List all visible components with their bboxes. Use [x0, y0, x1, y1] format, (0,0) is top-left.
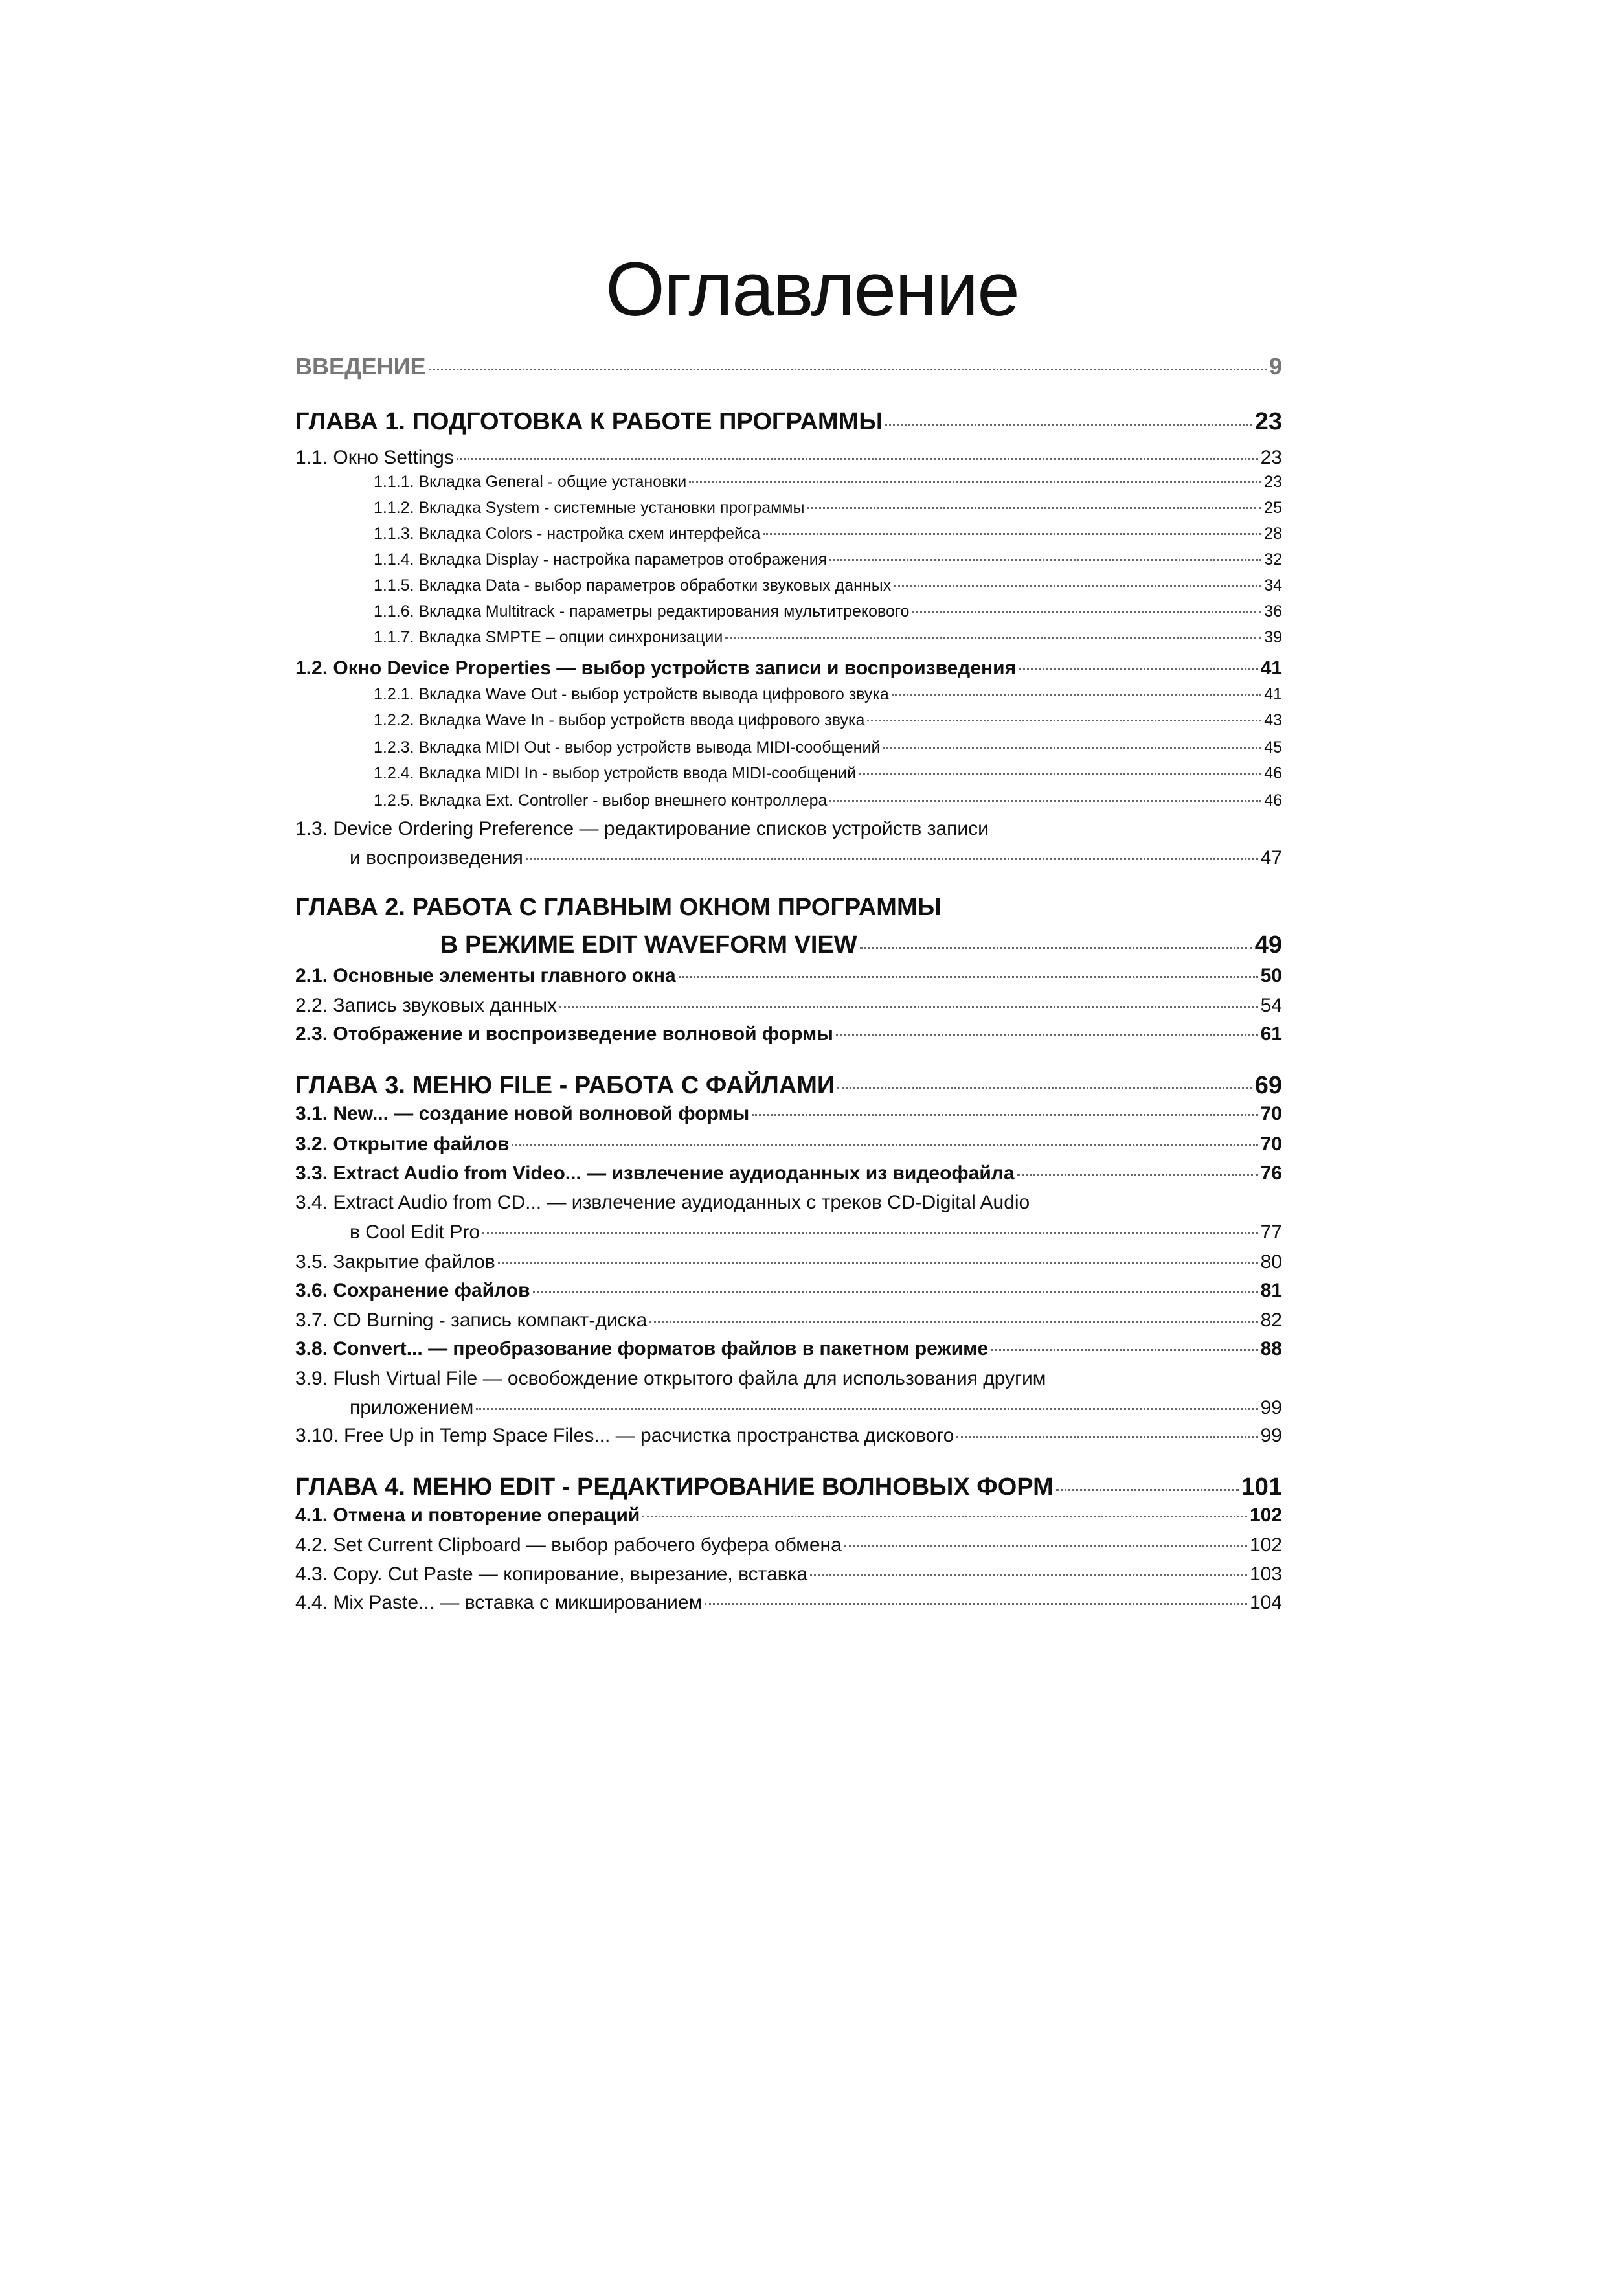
dot-leader	[526, 858, 1258, 860]
dot-leader	[642, 1516, 1247, 1517]
entry-title: 1.1.3. Вкладка Colors - настройка схем интерфейса	[374, 525, 761, 543]
chapter-heading	[295, 1072, 1282, 1100]
chapter-heading	[295, 1473, 1282, 1501]
entry-title: 3.2. Открытие файлов	[295, 1133, 510, 1155]
page-number: 45	[1264, 738, 1282, 756]
page-number: 41	[1260, 657, 1282, 679]
entry-title: 1.2.4. Вкладка MIDI In - выбор устройств ввода MIDI-сообщений	[374, 764, 857, 782]
dot-leader	[844, 1545, 1247, 1547]
entry-title: ГЛАВА 1. ПОДГОТОВКА К РАБОТЕ ПРОГРАММЫ	[295, 408, 883, 435]
page-number: 101	[1241, 1473, 1282, 1501]
toc-entry	[374, 473, 1282, 492]
dot-leader	[705, 1603, 1247, 1605]
dot-leader	[649, 1321, 1257, 1323]
entry-title: 4.3. Copy. Cut Paste — копирование, вырезание, вставка	[295, 1563, 808, 1585]
toc-entry	[295, 1280, 1282, 1302]
toc-entry	[295, 818, 1282, 840]
dot-leader	[810, 1574, 1247, 1576]
toc-entry	[350, 847, 1282, 869]
toc-entry	[295, 1023, 1282, 1045]
toc-entry	[350, 1397, 1282, 1419]
toc-entry	[295, 1505, 1282, 1527]
page-number: 41	[1264, 685, 1282, 703]
entry-title: 3.7. CD Burning - запись компакт-диска	[295, 1310, 648, 1331]
dot-leader	[867, 720, 1261, 721]
entry-title: 2.3. Отображение и воспроизведение волновой формы	[295, 1023, 833, 1045]
dot-leader	[476, 1408, 1257, 1410]
entry-title: 1.2. Окно Device Properties — выбор устройств записи и воспроизведения	[295, 657, 1017, 679]
entry-title: 1.1.6. Вкладка Multitrack - параметры редактирования мультитрекового	[374, 602, 910, 620]
toc-entry	[295, 1534, 1282, 1556]
toc-entry	[374, 525, 1282, 543]
entry-title: ГЛАВА 3. МЕНЮ FILE - РАБОТА С ФАЙЛАМИ	[295, 1072, 835, 1099]
entry-title: и воспроизведения	[350, 847, 523, 869]
toc-entry	[295, 1310, 1282, 1332]
dot-leader	[894, 585, 1261, 587]
entry-title: 1.2.3. Вкладка MIDI Out - выбор устройств вывода MIDI-сообщений	[374, 738, 881, 756]
entry-title: 1.2.2. Вкладка Wave In - выбор устройств ввода цифрового звука	[374, 711, 865, 729]
toc-entry	[295, 1425, 1282, 1447]
dot-leader	[885, 424, 1252, 426]
toc-entry	[295, 1192, 1282, 1214]
toc-entry	[374, 791, 1282, 810]
page-number: 50	[1260, 965, 1282, 986]
dot-leader	[725, 637, 1261, 639]
dot-leader	[837, 1087, 1252, 1089]
toc-entry	[295, 1338, 1282, 1360]
page-number: 49	[1254, 931, 1282, 959]
entry-title: 3.1. New... — создание новой волновой формы	[295, 1103, 750, 1124]
entry-title: 4.2. Set Current Clipboard — выбор рабочего буфера обмена	[295, 1534, 842, 1556]
entry-title: 2.1. Основные элементы главного окна	[295, 965, 676, 986]
page-number: 25	[1264, 499, 1282, 517]
entry-title: 3.4. Extract Audio from CD... — извлечение аудиоданных с треков CD-Digital Audio	[295, 1192, 1030, 1213]
dot-leader	[859, 773, 1261, 775]
page-number: 88	[1260, 1338, 1282, 1359]
dot-leader	[1056, 1489, 1239, 1491]
page-number: 61	[1260, 1023, 1282, 1045]
page-number: 77	[1260, 1221, 1282, 1243]
entry-title: 1.1. Окно Settings	[295, 447, 454, 468]
entry-title: в Cool Edit Pro	[350, 1221, 480, 1243]
toc-entry	[374, 764, 1282, 783]
page-number: 23	[1264, 473, 1282, 491]
toc-entry	[295, 657, 1282, 679]
page-number: 80	[1260, 1251, 1282, 1273]
page-number: 81	[1260, 1280, 1282, 1301]
page-number: 36	[1264, 602, 1282, 620]
toc-entry	[295, 1103, 1282, 1125]
entry-title: 1.2.5. Вкладка Ext. Controller - выбор внешнего контроллера	[374, 791, 828, 810]
page-number: 9	[1269, 353, 1282, 380]
entry-title: 1.3. Device Ordering Preference — редактирование списков устройств записи	[295, 818, 989, 839]
toc-entry	[295, 1163, 1282, 1185]
entry-title: ГЛАВА 4. МЕНЮ EDIT - РЕДАКТИРОВАНИЕ ВОЛНОВЫХ ФОРМ	[295, 1473, 1054, 1501]
page-number: 46	[1264, 764, 1282, 782]
dot-leader	[498, 1262, 1258, 1264]
entry-title: 4.4. Mix Paste... — вставка с микшированием	[295, 1592, 703, 1613]
entry-title: 3.9. Flush Virtual File — освобождение открытого файла для использования другим	[295, 1368, 1046, 1389]
chapter-heading	[295, 408, 1282, 436]
dot-leader	[829, 800, 1261, 802]
toc-entry	[295, 447, 1282, 469]
page-number: 23	[1254, 408, 1282, 435]
entry-title: В РЕЖИМЕ EDIT WAVEFORM VIEW	[440, 931, 857, 959]
entry-title: 3.8. Convert... — преобразование форматов файлов в пакетном режиме	[295, 1338, 989, 1359]
page-number: 39	[1264, 628, 1282, 646]
entry-title: 1.1.7. Вкладка SMPTE – опции синхронизации	[374, 628, 723, 646]
entry-title: 4.1. Отмена и повторение операций	[295, 1505, 640, 1526]
toc-entry	[374, 628, 1282, 647]
page-number: 82	[1260, 1310, 1282, 1331]
page-title: Оглавление	[605, 247, 1019, 333]
toc-entry	[374, 685, 1282, 704]
toc-entry	[350, 1221, 1282, 1244]
page-number: 43	[1264, 711, 1282, 729]
toc-entry	[374, 576, 1282, 595]
entry-title: 1.1.5. Вкладка Data - выбор параметров обработки звуковых данных	[374, 576, 892, 595]
entry-title: 1.1.1. Вкладка General - общие установки	[374, 473, 687, 491]
page-number: 32	[1264, 551, 1282, 569]
entry-title: 3.3. Extract Audio from Video... — извлечение аудиоданных из видеофайла	[295, 1163, 1015, 1184]
page-number: 34	[1264, 576, 1282, 595]
toc-entry	[374, 551, 1282, 569]
dot-leader	[689, 481, 1261, 483]
dot-leader	[457, 458, 1258, 460]
toc-entry	[374, 499, 1282, 517]
toc-entry	[295, 1251, 1282, 1273]
toc-entry	[374, 602, 1282, 621]
toc-entry	[295, 1368, 1282, 1390]
page-number: 99	[1260, 1425, 1282, 1446]
dot-leader	[883, 747, 1261, 749]
page-number: 103	[1249, 1563, 1282, 1585]
entry-title: 3.5. Закрытие файлов	[295, 1251, 495, 1273]
page-number: 102	[1249, 1505, 1282, 1526]
page-number: 76	[1260, 1163, 1282, 1184]
dot-leader	[1019, 668, 1258, 670]
toc-entry	[295, 1592, 1282, 1614]
toc-entry	[295, 995, 1282, 1017]
dot-leader	[512, 1144, 1257, 1146]
chapter-heading	[440, 931, 1282, 959]
dot-leader	[533, 1291, 1258, 1293]
dot-leader	[860, 947, 1252, 949]
entry-title: ВВЕДЕНИЕ	[295, 353, 426, 380]
toc-entry	[374, 711, 1282, 730]
page-number: 70	[1260, 1133, 1282, 1155]
dot-leader	[679, 976, 1258, 978]
page-number: 46	[1264, 791, 1282, 810]
dot-leader	[912, 611, 1261, 613]
dot-leader	[752, 1114, 1257, 1116]
entry-title: ГЛАВА 2. РАБОТА С ГЛАВНЫМ ОКНОМ ПРОГРАММЫ	[295, 894, 942, 921]
dot-leader	[1017, 1174, 1258, 1176]
dot-leader	[892, 694, 1261, 696]
dot-leader	[429, 369, 1267, 370]
toc-entry	[374, 738, 1282, 757]
chapter-heading	[295, 894, 1282, 922]
entry-title: 1.1.2. Вкладка System - системные установки программы	[374, 499, 805, 517]
page-number: 99	[1260, 1397, 1282, 1418]
entry-title: приложением	[350, 1397, 474, 1418]
toc-entry	[295, 1563, 1282, 1585]
dot-leader	[836, 1034, 1258, 1036]
chapter-heading	[295, 353, 1282, 380]
page-number: 28	[1264, 525, 1282, 543]
entry-title: 1.2.1. Вкладка Wave Out - выбор устройств вывода цифрового звука	[374, 685, 889, 703]
dot-leader	[482, 1232, 1258, 1234]
page-number: 69	[1254, 1072, 1282, 1099]
page-number: 102	[1249, 1534, 1282, 1556]
page-number: 70	[1260, 1103, 1282, 1124]
dot-leader	[807, 507, 1261, 509]
dot-leader	[829, 559, 1261, 561]
entry-title: 3.10. Free Up in Temp Space Files... — расчистка пространства дискового	[295, 1425, 954, 1446]
toc-entry	[295, 965, 1282, 987]
entry-title: 3.6. Сохранение файлов	[295, 1280, 530, 1301]
toc-entry	[295, 1133, 1282, 1155]
entry-title: 2.2. Запись звуковых данных	[295, 995, 558, 1016]
page-number: 104	[1249, 1592, 1282, 1613]
page-number: 47	[1260, 847, 1282, 869]
page-number: 54	[1260, 995, 1282, 1016]
dot-leader	[991, 1349, 1258, 1351]
entry-title: 1.1.4. Вкладка Display - настройка параметров отображения	[374, 551, 828, 569]
page-number: 23	[1260, 447, 1282, 468]
dot-leader	[956, 1436, 1257, 1438]
dot-leader	[559, 1006, 1258, 1008]
dot-leader	[763, 533, 1261, 535]
